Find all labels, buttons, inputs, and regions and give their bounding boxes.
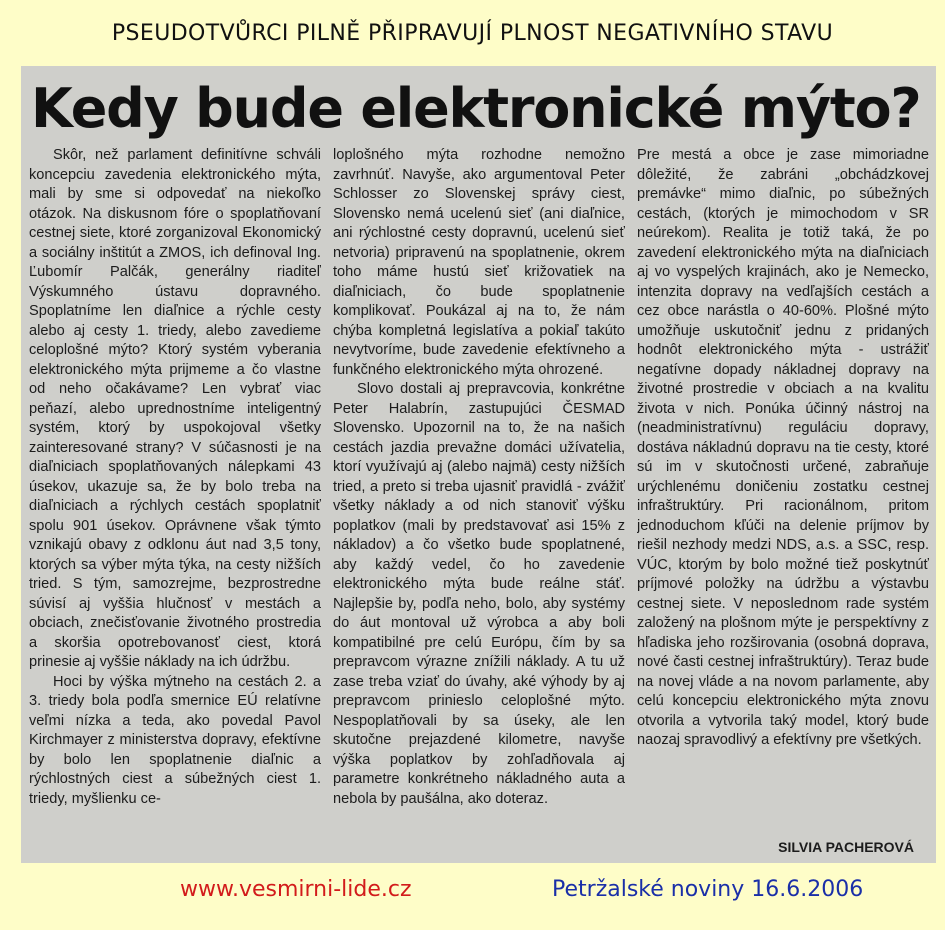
article-paragraph: Slovo dostali aj prepravcovia, konkrétne Peter Halabrín, zastupujúci ČESMAD Slovensko. Upozornil na to, že na našich cestách jazdia prevažne domáci užívatelia, ktorí využívajú aj (alebo najmä) cesty nižších tried, a preto si treba ujasniť pravidlá - zvážiť všetky náklady a od nich stanoviť výšku poplatkov (mali by predstavovať asi 15% z nákladov) a čo všetko bude spoplatnené, aby každý vedel, čo ho zavedenie elektronického mýta bude reálne stáť. Najlepšie by, podľa neho, bolo, aby systémy do áut montoval už výrobca a aby boli kompatibilné pre celú Európu, čím by sa prepravcom výrazne znížili náklady. A tu už zase treba vziať do úvahy, aké výhody by aj prepravcom prinieslo celoplošné mýto. Nespoplatňovali by sa úseky, ale len skutočne prejazdené kilometre, navyše výška poplatkov by zohľadňovala aj parametre konkrétneho nákladného auta a nebola by paušálna, ako doteraz. [333,381,625,807]
article-author: SILVIA PACHEROVÁ [778,839,914,855]
article-column-3 [637,146,929,858]
article-headline: Kedy bude elektronické mýto? [31,77,921,140]
article-paragraph: Pre mestá a obce je zase mimoriadne dôležité, že zabráni „obchádzkovej premávke“ mimo diaľnic, po súbežných cestách, (ktorých je mimochodom v SR neúrekom). Realita je totiž taká, že po zavedení elektronického mýta na diaľniciach aj vo vyspelých krajinách, ako je Nemecko, intenzita dopravy na vedľajších cestách a cez obce narástla o 40-60%. Plošné mýto umožňuje uskutočniť jednu z pridaných hodnôt elektronického mýta - ustrážiť negatívne dopady nákladnej dopravy na životné prostredie v obciach a na kvalitu života v nich. Ponúka účinný nástroj na (neadministratívnu) reguláciu dopravy, dostáva nákladnú dopravu na tie cesty, ktoré sú im v skutočnosti určené, zabraňuje urýchlenému doničeniu zostatku cestnej infraštruktúry. Pri racionálnom, pritom jednoduchom kľúči na delenie príjmov by riešil nezhody medzi NDS, a.s. a SSC, resp. VÚC, ktorým by bolo možné tiež poskytnúť príjmové položky na údržbu a výstavbu cestnej siete. V neposlednom rade systém založený na plošnom mýte je perspektívny z hľadiska jeho rozširovania (osobná doprava, nové časti cestnej infraštruktúry). Teraz bude na novej vláde a na novom parlamente, aby celú koncepciu elektronického mýta znovu otvorila a vytvorila taký model, ktorý bude naozaj spravodlivý a efektívny pre všetkých. [637,147,929,748]
article-paragraph: loplošného mýta rozhodne nemožno zavrhnúť. Navyše, ako argumentoval Peter Schlosser zo Slovenskej správy ciest, Slovensko nemá ucelenú sieť (ani diaľnice, ani rýchlostné cesty dopravnú, ucelenú sieť netvoria) pripravenú na spoplatnenie, okrem toho máme hustú sieť križovatiek na diaľniciach, čo bude spoplatnenie komplikovať. Poukázal aj na to, že nám chýba kompletná legislatíva a pokiaľ takúto nevytvoríme, bude zavedenie efektívneho a funkčného elektronického mýta ohrozené. [333,147,625,378]
source-citation: Petržalské noviny 16.6.2006 [552,877,864,902]
article-column-2 [333,146,625,858]
article-columns [29,146,929,858]
banner-title: PSEUDOTVŮRCI PILNĚ PŘIPRAVUJÍ PLNOST NEGATIVNÍHO STAVU [111,20,834,46]
article-paragraph: Skôr, než parlament definitívne schváli koncepciu zavedenia elektronického mýta, mali by sme si odpovedať na niekoľko otázok. Na diskusnom fóre o spoplatňovaní cestnej siete, ktoré zorganizoval Ekonomický a sociálny inštitút a ZMOS, ich definoval Ing. Ľubomír Palčák, generálny riaditeľ Výskumného ústavu dopravného. Spoplatníme len diaľnice a rýchle cesty alebo aj cesty 1. triedy, alebo zavedieme celoplošné mýto? Ktorý systém vyberania elektronického mýta prijmeme a čo vlastne od neho očakávame? Len vybrať viac peňazí, alebo uprednostníme inteligentný systém, ktorý by uspokojoval všetky zainteresované strany? V súčasnosti je na diaľniciach spoplatňovaných nálepkami 43 úsekov, ukazuje sa, že by bolo treba na diaľniciach a rýchlych cestách spoplatniť spolu 901 úsekov. Oprávnene však týmto vznikajú obavy z odklonu áut nad 3,5 tony, ktorých sa výber mýta týka, na cesty nižších tried. S tým, samozrejme, bezprostredne súvisí aj vyššia hlučnosť v mestách a obciach, znečisťovanie životného prostredia a skoršia opotrebovanosť ciest, ktorá prinesie aj vyššie náklady na ich údržbu. [29,147,321,670]
newspaper-clipping [21,66,936,863]
website-link[interactable]: www.vesmirni-lide.cz [180,877,412,902]
banner-footer [0,863,945,930]
article-paragraph: Hoci by výška mýtneho na cestách 2. a 3. triedy bola podľa smernice EÚ relatívne veľmi nízka a teda, ako povedal Pavol Kirchmayer z ministerstva dopravy, efektívne by bolo len spoplatnenie diaľnic a rýchlostných ciest a súbežných ciest 1. triedy, myšlienku ce- [29,673,321,807]
article-column-1 [29,146,321,858]
